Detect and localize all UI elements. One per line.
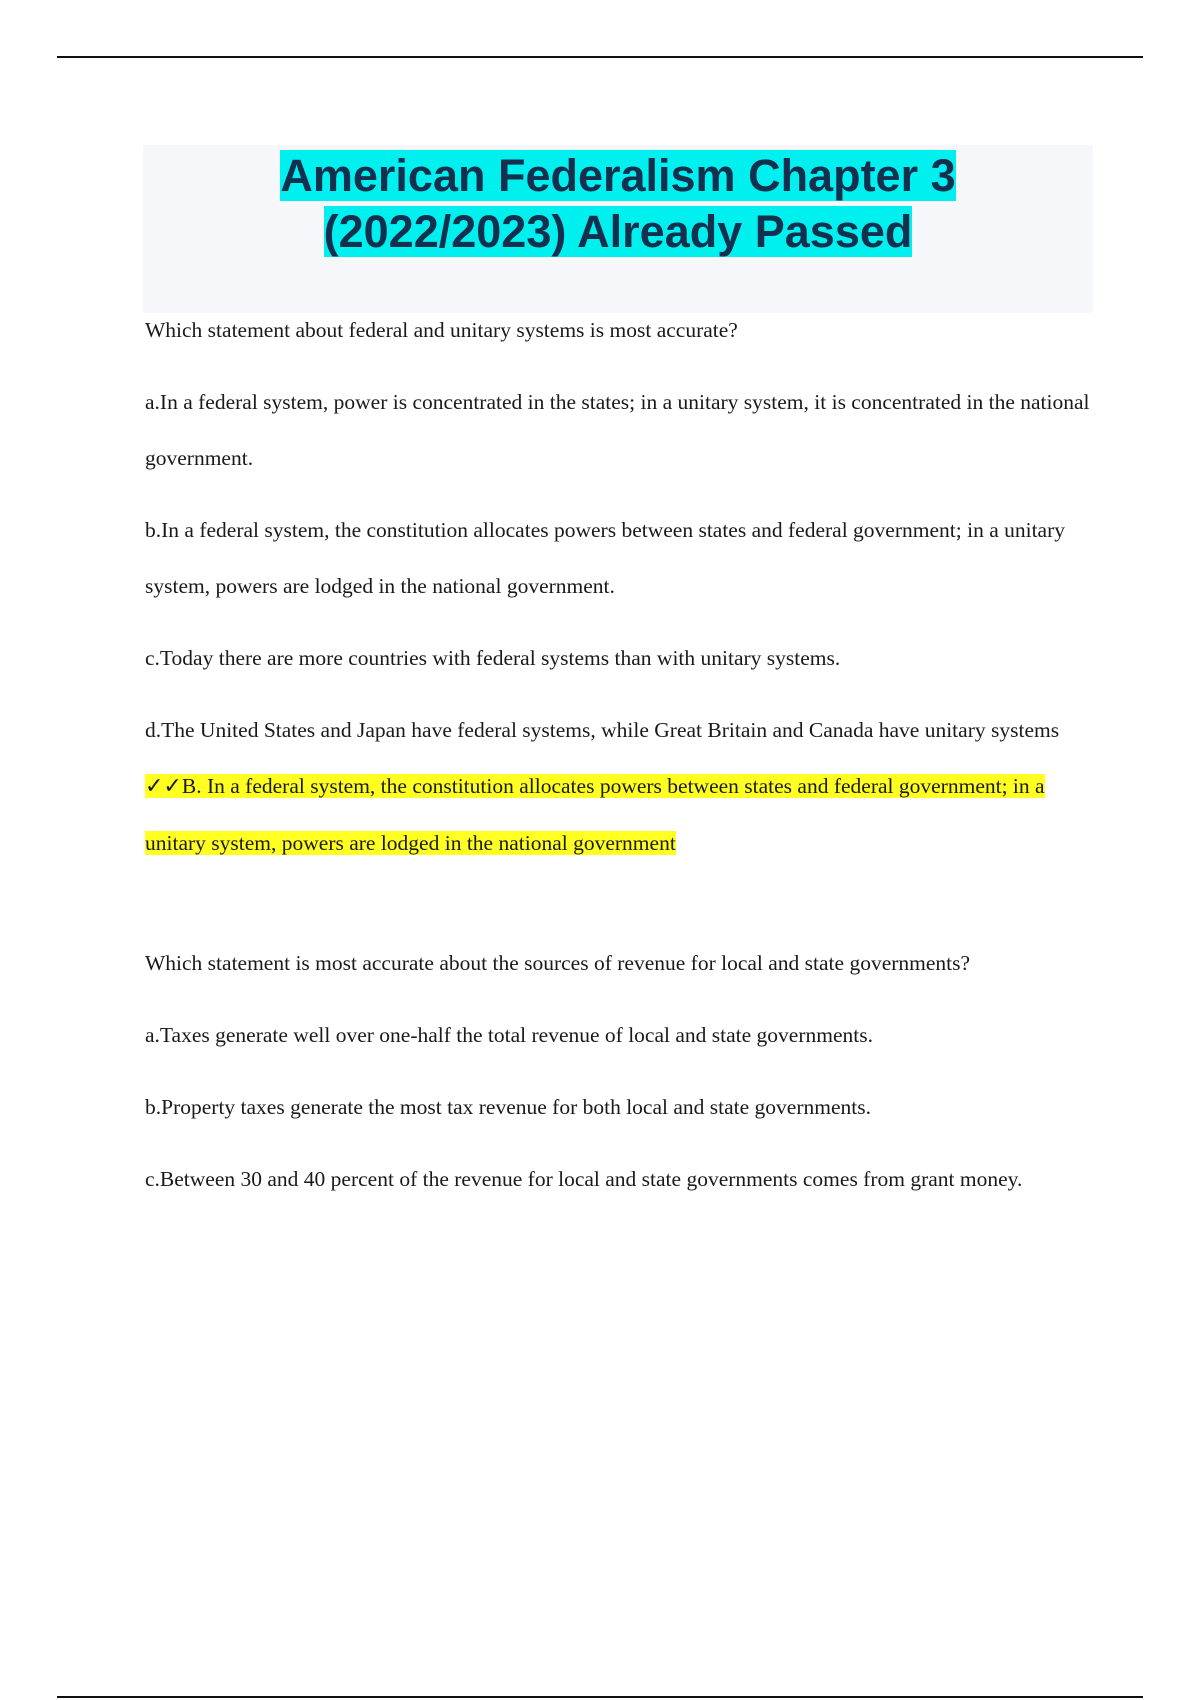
double-check-icon: ✓✓ <box>145 774 182 799</box>
section-spacer <box>145 887 1105 935</box>
question-2-text: Which statement is most accurate about the sources of revenue for local and state governments? <box>145 951 971 975</box>
question-2-option-c: c.Between 30 and 40 percent of the revenue for local and state governments comes from grant money. <box>145 1167 1023 1191</box>
question-1-option-d <box>145 702 1105 871</box>
question-1-answer <box>145 774 1045 855</box>
question-1-option-a: a.In a federal system, power is concentrated in the states; in a unitary system, it is concentrated in the national government. <box>145 390 1090 470</box>
header-rule <box>57 56 1143 58</box>
document-body <box>145 302 1105 1223</box>
question-1-answer-text: B. In a federal system, the constitution allocates powers between states and federal government; in a unitary system, powers are lodged in the national government <box>145 774 1045 855</box>
document-title <box>143 148 1093 260</box>
question-2-option-a: a.Taxes generate well over one-half the total revenue of local and state governments. <box>145 1023 873 1047</box>
footer-rule <box>57 1696 1143 1698</box>
question-1-option-d-text: d.The United States and Japan have federal systems, while Great Britain and Canada have unitary systems <box>145 718 1060 742</box>
title-line-2: (2022/2023) Already Passed <box>323 206 913 257</box>
question-1-option-c: c.Today there are more countries with federal systems than with unitary systems. <box>145 646 841 670</box>
question-2-option-b: b.Property taxes generate the most tax revenue for both local and state governments. <box>145 1095 871 1119</box>
question-1-text: Which statement about federal and unitary systems is most accurate? <box>145 318 738 342</box>
title-line-1: American Federalism Chapter 3 <box>280 150 956 201</box>
question-1-option-b: b.In a federal system, the constitution allocates powers between states and federal government; in a unitary system, powers are lodged in the national government. <box>145 518 1066 598</box>
title-block <box>143 145 1093 313</box>
